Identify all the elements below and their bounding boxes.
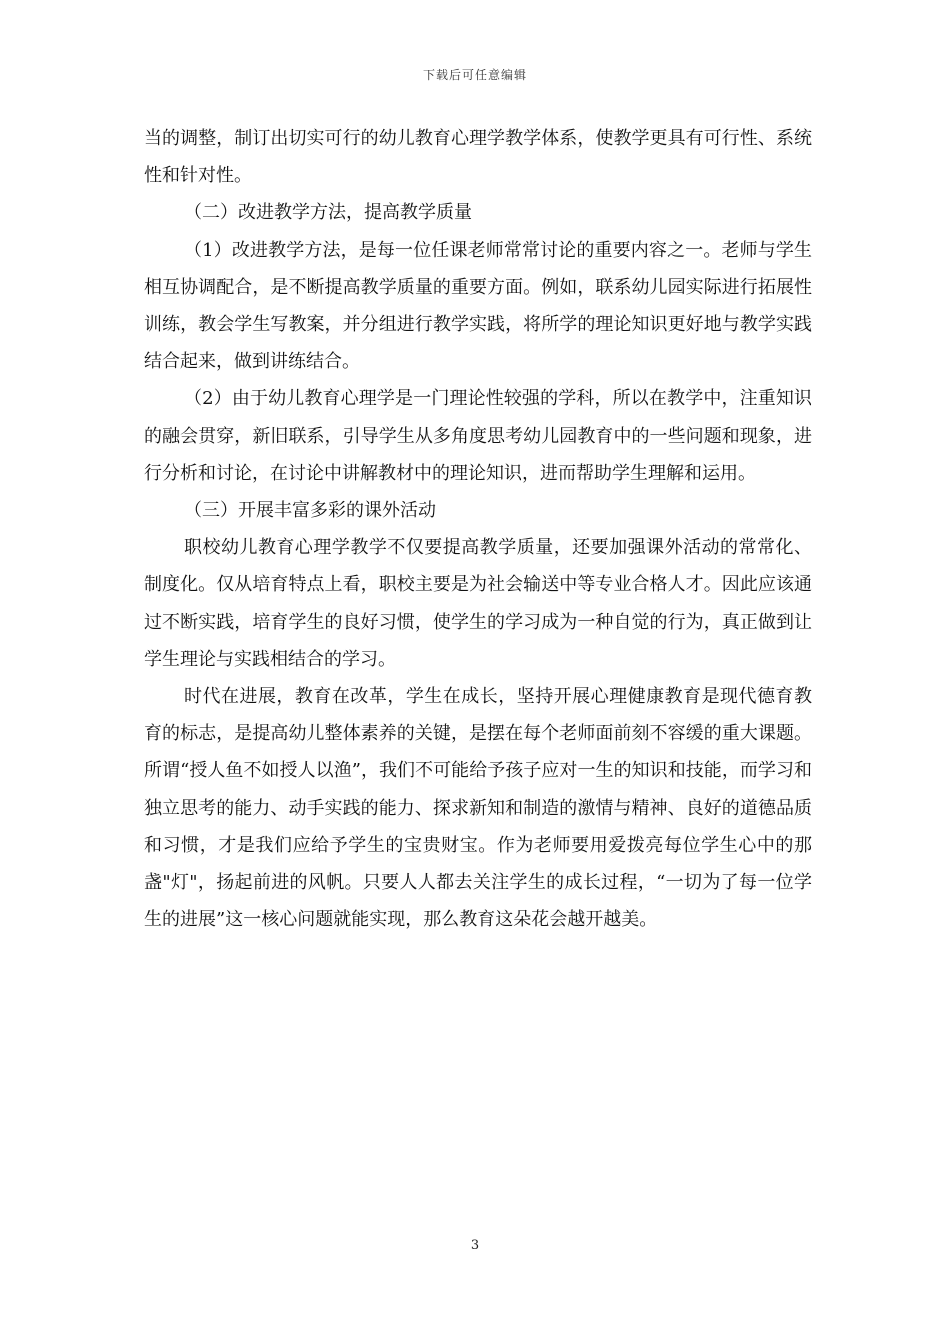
section-heading-2: （二）改进教学方法，提高教学质量 (184, 202, 472, 224)
page-header: 下载后可任意编辑 (422, 68, 527, 82)
paragraph-activities: 职校幼儿教育心理学教学不仅要提高教学质量，还要加强课外活动的常常化、制度化。仅从培育特点上看，职校主要是为社会输送中等专业合格人才。因此应该通过不断实践，培育学生的良好习惯，使学生的学习成为一种自觉的行为，真正做到让学生理论与实践相结合的学习。 (144, 537, 812, 670)
paragraph-continuation: 当的调整，制订出切实可行的幼儿教育心理学教学体系，使教学更具有可行性、系统性和针对性。 (144, 128, 812, 187)
document-body (144, 120, 812, 938)
paragraph-conclusion: 时代在进展，教育在改革，学生在成长，坚持开展心理健康教育是现代德育教育的标志，是提高幼儿整体素养的关键，是摆在每个老师面前刻不容缓的重大课题。所谓“授人鱼不如授人以渔”，我们不可能给予孩子应对一生的知识和技能，而学习和独立思考的能力、动手实践的能力、探求新知和制造的激情与精神、良好的道德品质和习惯，才是我们应给予学生的宝贵财宝。作为老师要用爱拨亮每位学生心中的那盏"灯"，扬起前进的风帆。只要人人都去关注学生的成长过程，“一切为了每一位学生的进展”这一核心问题就能实现，那么教育这朵花会越开越美。 (144, 686, 812, 931)
paragraph-method-2: （2）由于幼儿教育心理学是一门理论性较强的学科，所以在教学中，注重知识的融会贯穿，新旧联系，引导学生从多角度思考幼儿园教育中的一些问题和现象，进行分析和讨论，在讨论中讲解教材中的理论知识，进而帮助学生理解和运用。 (144, 388, 812, 484)
page-number: 3 (470, 1238, 480, 1253)
section-heading-3: （三）开展丰富多彩的课外活动 (184, 500, 436, 522)
paragraph-method-1: （1）改进教学方法，是每一位任课老师常常讨论的重要内容之一。老师与学生相互协调配合，是不断提高教学质量的重要方面。例如，联系幼儿园实际进行拓展性训练，教会学生写教案，并分组进行教学实践，将所学的理论知识更好地与教学实践结合起来，做到讲练结合。 (144, 239, 812, 373)
